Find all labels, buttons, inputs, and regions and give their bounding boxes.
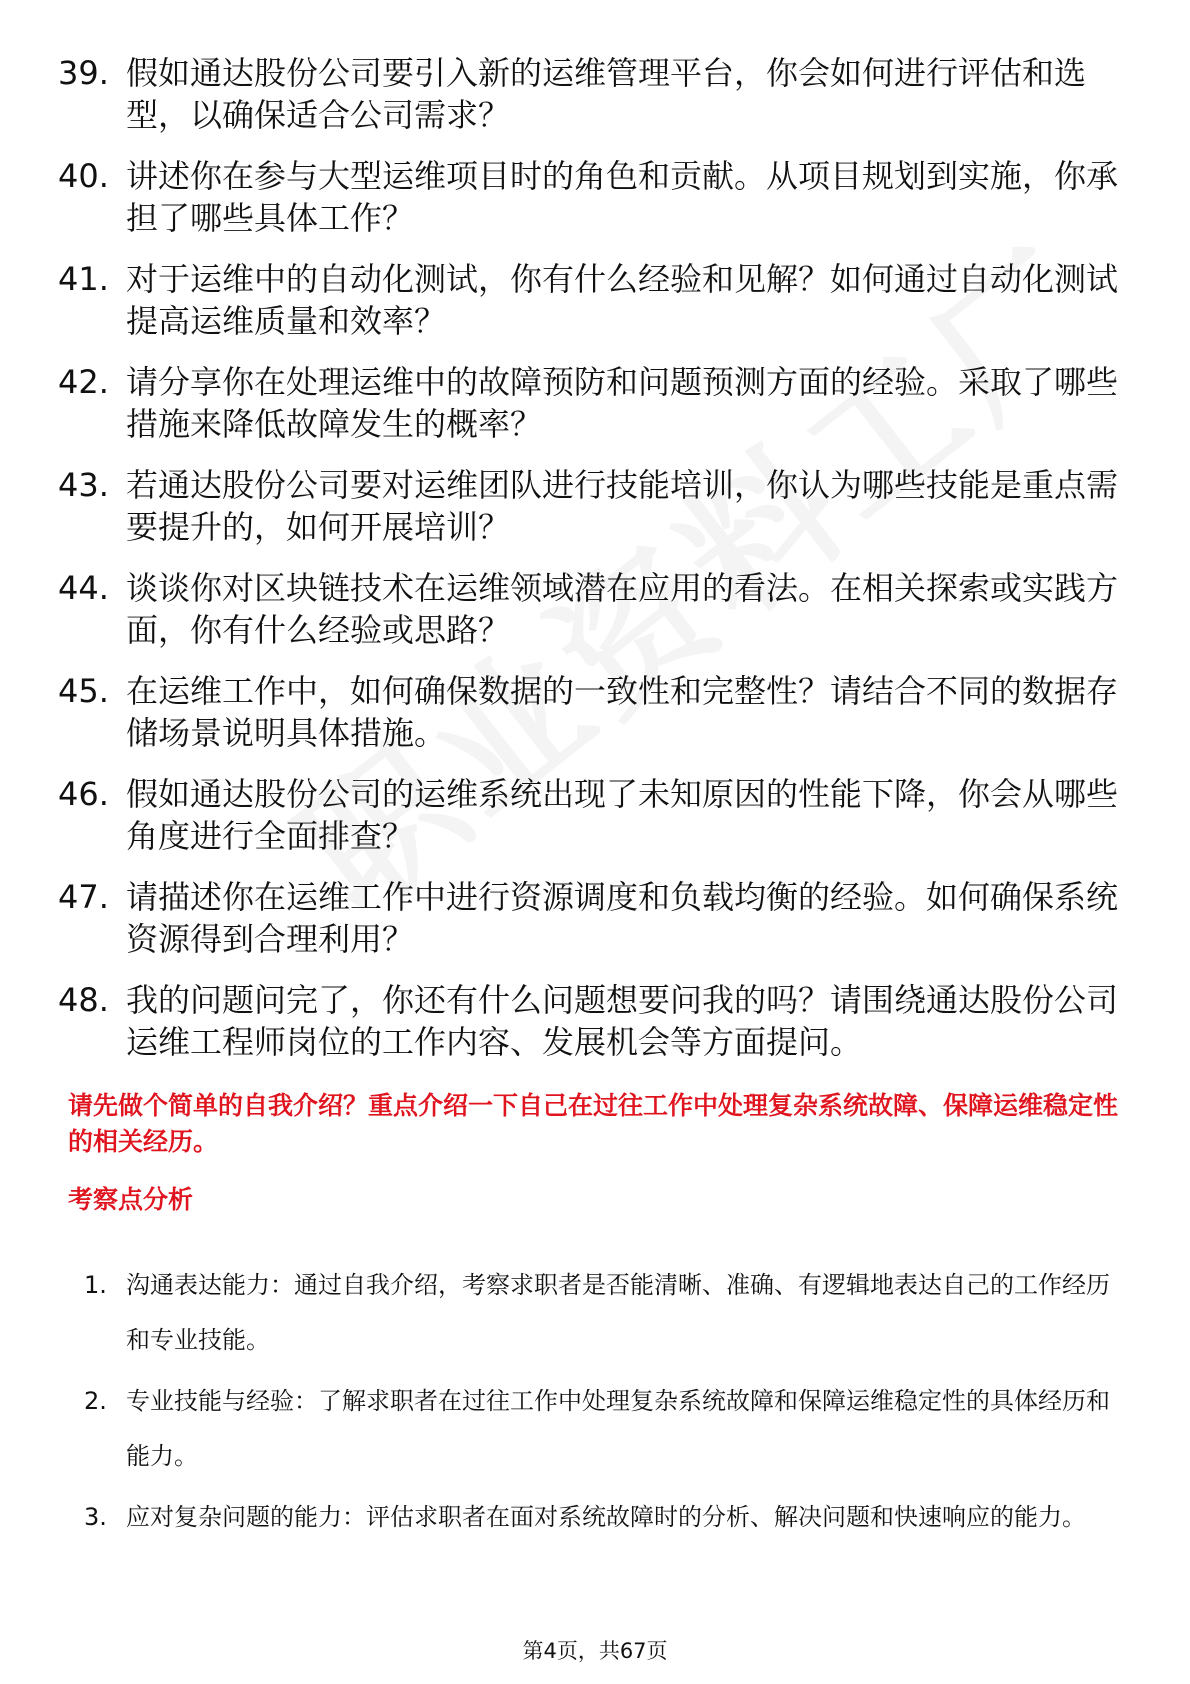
analysis-item (84, 1374, 1118, 1484)
question-text: 讲述你在参与大型运维项目时的角色和贡献。从项目规划到实施，你承担了哪些具体工作？ (126, 157, 1119, 237)
question-text: 对于运维中的自动化测试，你有什么经验和见解？如何通过自动化测试提高运维质量和效率？ (126, 260, 1119, 340)
question-number: 40. (58, 157, 109, 195)
question-list (58, 52, 1118, 1082)
question-item (58, 979, 1118, 1063)
question-item (58, 876, 1118, 960)
question-number: 43. (58, 466, 109, 504)
highlight-question: 请先做个简单的自我介绍？重点介绍一下自己在过往工作中处理复杂系统故障、保障运维稳定性的相关经历。 (68, 1091, 1119, 1156)
question-text: 请描述你在运维工作中进行资源调度和负载均衡的经验。如何确保系统资源得到合理利用？ (126, 878, 1119, 958)
question-number: 47. (58, 878, 109, 916)
question-item (58, 52, 1118, 136)
question-item (58, 773, 1118, 857)
question-item (58, 670, 1118, 754)
question-text: 假如通达股份公司的运维系统出现了未知原因的性能下降，你会从哪些角度进行全面排查？ (126, 775, 1119, 855)
question-text: 假如通达股份公司要引入新的运维管理平台，你会如何进行评估和选型，以确保适合公司需求？ (126, 54, 1087, 134)
question-number: 41. (58, 260, 109, 298)
page-footer: 第4页，共67页 (522, 1639, 668, 1663)
question-text: 若通达股份公司要对运维团队进行技能培训，你认为哪些技能是重点需要提升的，如何开展培训？ (126, 466, 1119, 546)
analysis-list (84, 1258, 1118, 1551)
question-number: 39. (58, 54, 109, 92)
question-text: 谈谈你对区块链技术在运维领域潜在应用的看法。在相关探索或实践方面，你有什么经验或思路？ (126, 569, 1119, 649)
question-item (58, 361, 1118, 445)
analysis-title: 考察点分析 (68, 1185, 194, 1214)
question-item (58, 155, 1118, 239)
question-text: 在运维工作中，如何确保数据的一致性和完整性？请结合不同的数据存储场景说明具体措施。 (126, 672, 1119, 752)
question-number: 48. (58, 981, 109, 1019)
question-number: 46. (58, 775, 109, 813)
question-text: 我的问题问完了，你还有什么问题想要问我的吗？请围绕通达股份公司运维工程师岗位的工作内容、发展机会等方面提问。 (126, 981, 1119, 1061)
analysis-item (84, 1258, 1118, 1368)
analysis-number: 3. (84, 1503, 107, 1531)
question-item (58, 567, 1118, 651)
question-number: 45. (58, 672, 109, 710)
analysis-item (84, 1490, 1118, 1545)
analysis-text: 专业技能与经验：了解求职者在过往工作中处理复杂系统故障和保障运维稳定性的具体经历和能力。 (126, 1387, 1110, 1470)
analysis-number: 2. (84, 1387, 107, 1415)
analysis-text: 沟通表达能力：通过自我介绍，考察求职者是否能清晰、准确、有逻辑地表达自己的工作经历和专业技能。 (126, 1271, 1110, 1354)
analysis-number: 1. (84, 1271, 107, 1299)
analysis-text: 应对复杂问题的能力：评估求职者在面对系统故障时的分析、解决问题和快速响应的能力。 (126, 1503, 1086, 1531)
question-number: 42. (58, 363, 109, 401)
question-item (58, 464, 1118, 548)
question-number: 44. (58, 569, 109, 607)
question-text: 请分享你在处理运维中的故障预防和问题预测方面的经验。采取了哪些措施来降低故障发生的概率？ (126, 363, 1119, 443)
question-item (58, 258, 1118, 342)
